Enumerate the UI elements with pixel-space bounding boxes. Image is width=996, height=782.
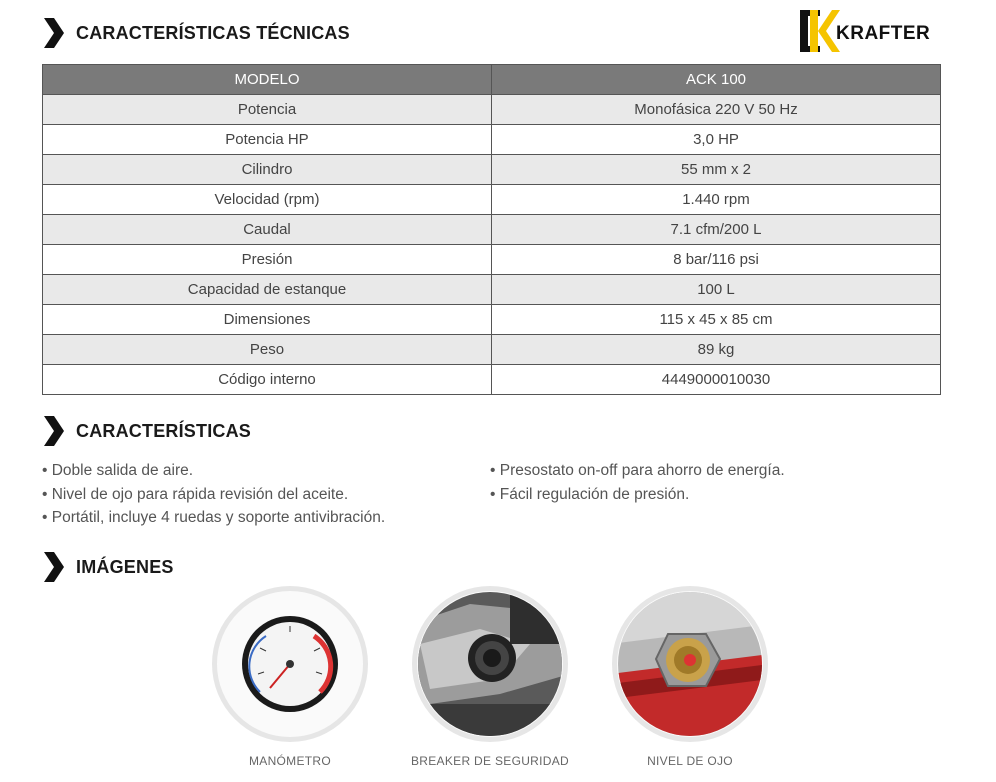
spec-label: Capacidad de estanque: [43, 275, 492, 305]
image-caption: MANÓMETRO: [248, 754, 332, 768]
features-section-title: CARACTERÍSTICAS: [76, 420, 252, 441]
image-caption: NIVEL DE OJO: [647, 754, 733, 768]
chevron-right-icon: [42, 550, 66, 584]
krafter-logo: [800, 8, 942, 54]
chevron-right-icon: [42, 16, 66, 50]
spec-value: 55 mm x 2: [492, 155, 941, 185]
image-caption: BREAKER DE SEGURIDAD: [410, 754, 570, 768]
oil-sight-glass-image: [610, 584, 770, 744]
list-item: • Nivel de ojo para rápida revisión del aceite.: [42, 483, 385, 507]
images-gallery: [0, 584, 996, 782]
spec-label: Velocidad (rpm): [43, 185, 492, 215]
spec-label: Dimensiones: [43, 305, 492, 335]
image-item: [410, 584, 570, 768]
list-item: • Presostato on-off para ahorro de energía.: [490, 459, 785, 483]
list-item: • Portátil, incluye 4 ruedas y soporte antivibración.: [42, 506, 385, 530]
spec-label: Caudal: [43, 215, 492, 245]
table-row: [43, 275, 941, 305]
features-section-header: [42, 414, 251, 448]
table-row: [43, 215, 941, 245]
spec-value: 1.440 rpm: [492, 185, 941, 215]
table-header-row: [43, 65, 941, 95]
spec-value: 3,0 HP: [492, 125, 941, 155]
spec-label: Potencia HP: [43, 125, 492, 155]
features-list-left: [42, 459, 385, 530]
table-row: [43, 305, 941, 335]
spec-value: 100 L: [492, 275, 941, 305]
spec-label: Peso: [43, 335, 492, 365]
spec-label: Código interno: [43, 365, 492, 395]
spec-value: 7.1 cfm/200 L: [492, 215, 941, 245]
table-row: [43, 185, 941, 215]
specs-table: [42, 64, 941, 395]
header-cell: MODELO: [43, 65, 492, 95]
chevron-right-icon: [42, 414, 66, 448]
table-row: [43, 245, 941, 275]
svg-text:KRAFTER: KRAFTER: [836, 23, 931, 44]
spec-label: Presión: [43, 245, 492, 275]
spec-label: Cilindro: [43, 155, 492, 185]
images-section-title: IMÁGENES: [76, 556, 174, 577]
image-item: [610, 584, 770, 768]
spec-value: Monofásica 220 V 50 Hz: [492, 95, 941, 125]
pressure-gauge-image: [210, 584, 370, 744]
spec-value: 4449000010030: [492, 365, 941, 395]
spec-label: Potencia: [43, 95, 492, 125]
safety-breaker-image: [410, 584, 570, 744]
features-list-right: [490, 459, 785, 506]
header-cell: ACK 100: [492, 65, 941, 95]
list-item: • Fácil regulación de presión.: [490, 483, 785, 507]
table-row: [43, 365, 941, 395]
specs-section-title: CARACTERÍSTICAS TÉCNICAS: [76, 22, 350, 43]
list-item: • Doble salida de aire.: [42, 459, 385, 483]
image-item: [210, 584, 370, 768]
table-row: [43, 335, 941, 365]
spec-value: 8 bar/116 psi: [492, 245, 941, 275]
images-section-header: [42, 550, 174, 584]
table-row: [43, 95, 941, 125]
spec-value: 115 x 45 x 85 cm: [492, 305, 941, 335]
table-row: [43, 125, 941, 155]
specs-section-header: [42, 16, 350, 50]
spec-value: 89 kg: [492, 335, 941, 365]
table-row: [43, 155, 941, 185]
